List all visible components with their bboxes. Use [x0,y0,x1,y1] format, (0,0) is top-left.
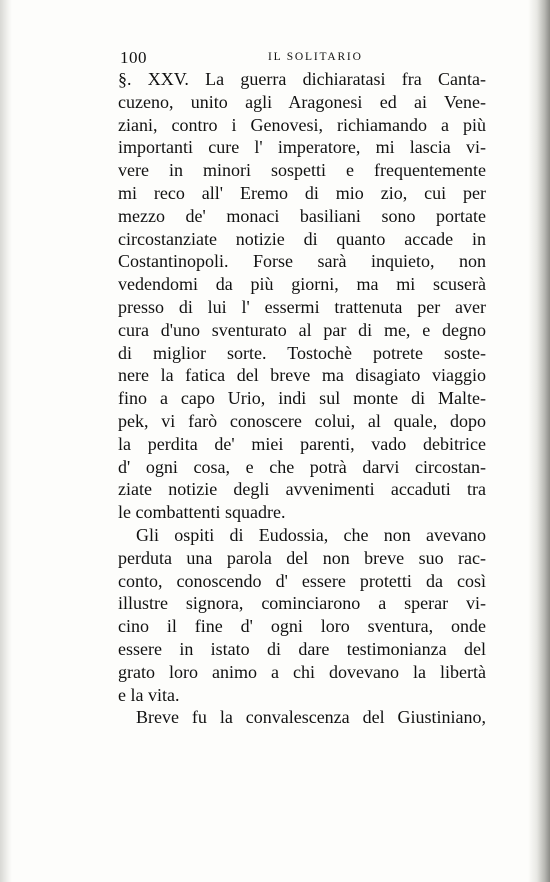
text-line: pek, vi farò conoscere colui, al quale, dopo [118,410,486,431]
running-title: IL SOLITARIO [268,51,363,63]
page-edge-shadow [528,0,550,882]
page-gutter-shadow [0,0,12,882]
text-line: d' ogni cosa, e che potrà darvi circostan- [118,456,486,477]
text-line: cino il fine d' ogni loro sventura, onde [118,616,486,637]
running-head [120,48,480,70]
text-line: ziani, contro i Genovesi, richiamando a più [118,114,486,135]
text-line: cuzeno, unito agli Aragonesi ed ai Vene- [118,91,486,112]
page-number: 100 [120,48,147,67]
body-text [118,68,486,729]
text-line: le combattenti squadre. [118,502,286,523]
text-line: mi reco all' Eremo di mio zio, cui per [118,182,486,203]
text-line: essere in istato di dare testimonianza del [118,638,486,659]
text-line: vere in minori sospetti e frequentemente [118,160,486,181]
text-line: e la vita. [118,684,180,705]
text-line: ziate notizie degli avvenimenti accaduti tra [118,479,486,500]
text-line: fino a capo Urio, indi sul monte di Malte- [118,388,486,409]
text-line: circostanziate notizie di quanto accade in [118,228,486,249]
text-line: illustre signora, cominciarono a sperar vi- [118,593,486,614]
text-line: cura d'uno sventurato al par di me, e degno [118,319,486,340]
text-line: Gli ospiti di Eudossia, che non avevano [136,524,486,545]
text-line: §. XXV. La guerra dichiaratasi fra Canta- [118,69,486,89]
text-line: perduta una parola del non breve suo rac- [118,547,486,568]
text-line: mezzo de' monaci basiliani sono portate [118,205,486,226]
text-line: la perdita de' miei parenti, vado debitrice [118,433,486,454]
text-line: importanti cure l' imperatore, mi lascia vi- [118,137,486,158]
text-line: Breve fu la convalescenza del Giustiniano, [136,707,486,728]
text-line: nere la fatica del breve ma disagiato viaggio [118,365,486,386]
text-line: di miglior sorte. Tostochè potrete soste- [118,342,486,363]
text-line: presso di lui l' essermi trattenuta per aver [118,296,486,317]
text-line: conto, conoscendo d' essere protetti da così [118,570,486,591]
text-line: Costantinopoli. Forse sarà inquieto, non [118,251,486,272]
text-line: vedendomi da più giorni, ma mi scuserà [118,274,486,295]
text-line: grato loro animo a chi dovevano la libertà [118,661,486,682]
